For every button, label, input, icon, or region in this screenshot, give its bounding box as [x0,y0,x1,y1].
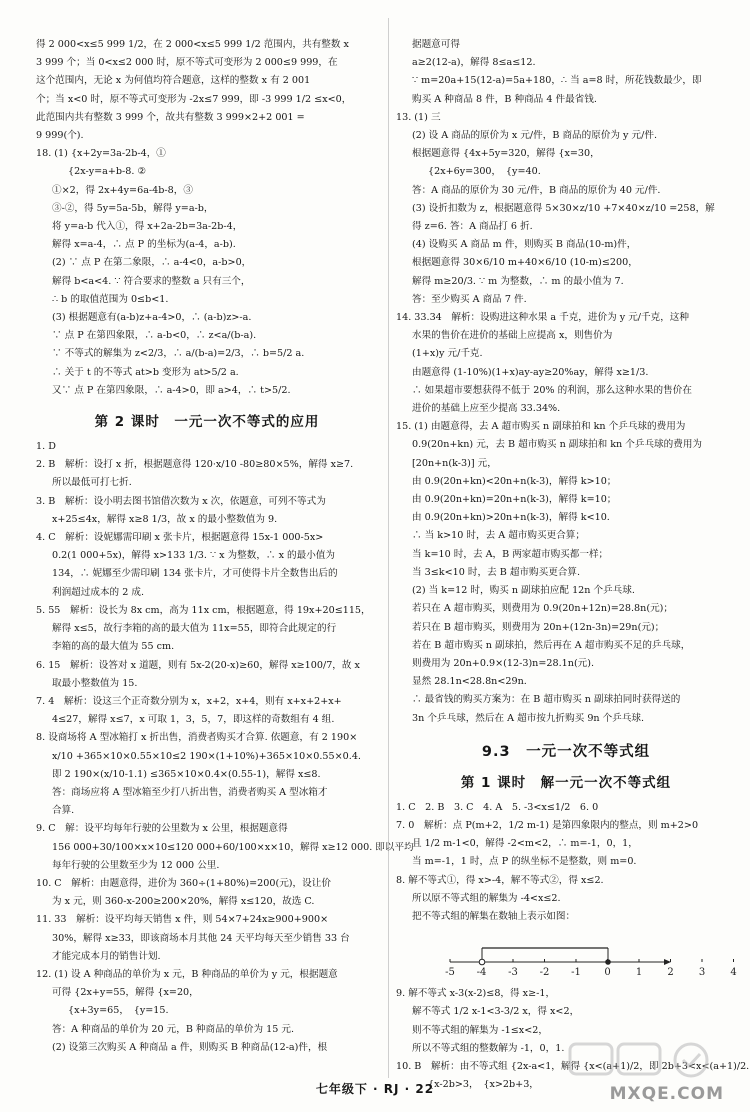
text-line: 将 y=a-b 代入①，得 x+2a-2b=3a-2b-4， [52,221,243,233]
text-line: 7. 4 解析：设这三个正奇数分别为 x，x+2，x+4，则有 x+x+2+x+ [36,695,342,707]
text-line: 可得 {2x+y=55，解得 {x=20， [52,987,199,999]
text-line: 据题意可得 [412,39,460,50]
text-line: (3) 设折扣数为 z，根据题意得 5×30×z/10 +7×40×z/10 =258，解 [412,202,715,214]
text-line: 所以不等式组的整数解为 -1，0，1. [412,1042,565,1054]
text-line: 1. D [36,441,56,453]
text-line: 所以最低可打七折. [52,477,132,489]
text-line: 若只在 A 超市购买，则费用为 0.9(20n+12n)=28.8n(元)； [412,603,674,615]
text-line: 根据题意得 {4x+5y=320，解得 {x=30， [412,148,600,160]
text-line: 6. 15 解析：设答对 x 道题，则有 5x-2(20-x)≥60，解得 x≥100/7，故 x [36,659,360,671]
text-line: 由题意得 (1-10%)(1+x)ay-ay≥20%ay，解得 x≥1/3. [412,366,649,378]
text-line: 解不等式 1/2 x-1<3-3/2 x，得 x<2， [412,1006,580,1018]
text-line: 134，∴ 妮娜至少需印刷 134 张卡片，才可使得卡片全数售出后的 [52,568,338,580]
text-line: 30%，解得 x≥33，即该商场本月其他 24 天平均每天至少销售 33 台 [52,932,350,944]
text-line: 答：至少购买 A 商品 7 件. [412,293,527,305]
text-line: 由 0.9(20n+kn)>20n+n(k-3)，解得 k<10. [412,512,610,524]
text-line: (2) 设第三次购买 A 种商品 a 件，则购买 B 种商品(12-a)件，根 [52,1041,328,1053]
text-line: 答：A 种商品的单价为 20 元，B 种商品的单价为 15 元. [52,1023,295,1035]
text-line: 9. 解不等式 x-3(x-2)≤8，得 x≥-1， [396,988,556,1000]
text-line: 3n 个乒乓球，然后在 A 超市按九折购买 9n 个乒乓球. [412,712,645,724]
text-line: 则不等式组的解集为 -1≤x<2， [412,1024,548,1036]
text-line: ∵ 点 P 在第四象限，∴ a-b<0，∴ z<a/(b-a). [52,330,257,342]
text-line: x+25≤4x，解得 x≥8 1/3，故 x 的最小整数值为 9. [52,513,278,525]
text-line: 3 999 个；当 0<x≤2 000 时，原不等式可变形为 2 000≤9 999，在 [36,57,338,69]
text-line: 0.9(20n+kn) 元，去 B 超市购买 n 副球拍和 kn 个乒乓球的费用为 [412,439,703,451]
text-line: 水果的售价在进价的基础上应提高 x，则售价为 [412,330,613,342]
q18-solution [36,145,378,400]
text-line: {x+3y=65， {y=15. [68,1005,169,1017]
number-line-label: -1 [571,967,581,979]
text-line: 11. 33 解析：设平均每天销售 x 件，则 54×7+24x≥900+900× [36,914,329,926]
text-line: 每年行驶的公里数至少为 12 000 公里. [52,859,220,871]
text-line: (2) ∵ 点 P 在第二象限，∴ a-4<0，a-b>0， [52,257,252,269]
text-line: 若在 B 超市购买 n 副球拍，然后再在 A 超市购买不足的乒乓球， [412,639,691,651]
text-line: 李箱的高的最大值为 55 cm. [52,641,175,653]
text-line: 利润超过成本的 2 成. [52,586,145,598]
text-line: 且 1/2 m-1<0，解得 -2<m<2，∴ m=-1，0，1， [412,838,638,850]
text-line: 得 z=6. 答：A 商品打 6 折. [412,221,533,233]
text-line: 9 999(个). [36,130,84,142]
column-divider [388,18,389,1078]
text-line: 所以原不等式组的解集为 -4<x≤2. [412,892,561,904]
number-line-label: 3 [698,967,706,979]
text-line: 7. 0 解析：点 P(m+2，1/2 m-1) 是第四象限内的整点，则 m+2>0 [396,819,699,831]
text-line: 9. C 解：设平均每年行驶的公里数为 x 公里，根据题意得 [36,823,288,835]
number-line-label: -2 [539,967,550,979]
text-line: 个；当 x<0 时，原不等式可变形为 -2x≤7 999，即 -3 999 1/2 ≤x<0， [36,93,352,105]
text-line: 才能完成本月的销售计划. [52,950,161,962]
section-heading: 9.3 一元一次不等式组 [481,743,651,760]
text-line: 此范围内共有整数 3 999 个，故共有整数 3 999×2+2 001 = [36,111,305,123]
number-line-label: 2 [667,967,674,979]
text-line: 答：商场应将 A 型冰箱至少打八折出售，消费者购买 A 型冰箱才 [52,786,328,798]
text-line: 2. B 解析：设打 x 折，根据题意得 120·x/10 -80≥80×5%，解得 x≥7. [36,459,354,471]
text-line: 8. 解不等式①，得 x>-4，解不等式②，得 x≤2. [396,874,604,886]
text-line: 显然 28.1n<28.8n<29n. [412,676,527,688]
text-line: ∴ 最省钱的购买方案为：在 B 超市购买 n 副球拍同时获得送的 [412,694,681,706]
text-line: 当 m=-1，1 时，点 P 的纵坐标不是整数，则 m=0. [412,856,637,868]
open-point [479,959,485,965]
number-line-label: 0 [604,967,611,979]
text-line: 解得 b<a<4. ∵ 符合要求的整数 a 只有三个， [52,275,251,287]
text-line: 1. C 2. B 3. C 4. A 5. -3<x≤1/2 6. 0 [396,801,599,813]
text-line: 解得 m≥20/3. ∵ m 为整数，∴ m 的最小值为 7. [412,275,624,287]
text-line: (1+x)y 元/千克. [412,348,483,360]
number-line-label: -4 [476,967,487,979]
text-line: ∴ 如果超市要想获得不低于 20% 的利润，那么这种水果的售价在 [412,384,692,396]
text-line: {x-2b>3， {x>2b+3， [428,1079,539,1091]
text-line: 即 2 190×(x/10-1.1) ≤365×10×0.4×(0.55-1)，解得 x≤8. [52,768,321,780]
text-line: 为 x 元，则 360-x-200≥200×20%，解得 x≤120，故选 C. [52,896,315,908]
text-line: 进价的基础上应至少提高 33.34%. [412,403,561,415]
text-line: 由 0.9(20n+kn)<20n+n(k-3)，解得 k>10； [412,475,617,487]
text-line: 14. 33.34 解析：设购进这种水果 a 千克，进价为 y 元/千克，这种 [396,312,689,324]
text-line: 13. (1) 三 [396,111,441,123]
text-line: [20n+n(k-3)] 元， [412,457,497,469]
text-line: 若只在 B 超市购买，则费用为 20n+(12n-3n)=29n(元)； [412,621,665,633]
number-line-arrow [664,959,671,965]
text-line: x/10 +365×10×0.55×10≤2 190×(1+10%)+365×10×0.55×0.4. [52,750,361,762]
number-line-label: 1 [635,967,643,979]
text-line: 18. (1) {x+2y=3a-2b-4，① [36,148,166,160]
number-line-label: 4 [730,967,737,979]
text-line: 4. C 解析：设妮娜需印刷 x 张卡片，根据题意得 15x-1 000-5x> [36,532,324,544]
text-line: 0.2(1 000+5x)，解得 x>133 1/3. ∵ x 为整数，∴ x 的最小值为 [52,550,336,562]
text-line: ∴ 关于 t 的不等式 at>b 变形为 at>5/2 a. [52,366,239,378]
text-line: 10. B 解析：由不等式组 {2x-a<1，解得 {x<(a+1)/2，即 2b+3<x<(a+1)/2. [396,1060,750,1072]
text-line: 当 3≤k<10 时，去 B 超市购买更合算. [412,566,581,578]
number-line-labels [445,967,737,978]
text-line: 解得 x≤5，故行李箱的高的最大值为 11x=55，即符合此规定的行 [52,623,337,635]
text-line: (2) 当 k=12 时，购买 n 副球拍应配 12n 个乒乓球. [412,585,635,597]
left-column [36,36,414,1082]
right-column [396,36,750,1091]
text-line: (2) 设 A 商品的原价为 x 元/件，B 商品的原价为 y 元/件. [412,130,657,142]
text-line: 10. C 解析：由题意得，进价为 360÷(1+80%)=200(元)，设让价 [36,877,331,889]
text-line: 得 2 000<x≤5 999 1/2，在 2 000<x≤5 999 1/2 范围内，共有整数 x [36,39,349,50]
text-line: 取最小整数值为 15. [52,677,138,689]
text-line: {2x+6y=300， {y=40. [428,166,541,178]
page-footer: 七年级下 · RJ · 22 [315,1082,435,1096]
text-line: 答：A 商品的原价为 30 元/件，B 商品的原价为 40 元/件. [412,184,661,196]
number-line-svg [396,932,736,978]
number-line-label: -5 [445,967,455,979]
q17-continuation [36,36,378,145]
text-line: 15. (1) 由题意得，去 A 超市购买 n 副球拍和 kn 个乒乓球的费用为 [396,421,686,433]
text-line: 解得 x=a-4，∴ 点 P 的坐标为(a-4，a-b). [52,239,236,251]
text-line: 5. 55 解析：设长为 8x cm，高为 11x cm，根据题意，得 19x+20≤115， [36,604,371,616]
text-line: (4) 设购买 A 商品 m 件，则购买 B 商品(10-m)件， [412,239,637,251]
text-line: 4≤27，解得 x≤7，x 可取 1，3，5，7，即这样的奇数组有 4 组. [52,714,335,726]
text-line: ①×2，得 2x+4y=6a-4b-8，③ [52,184,193,196]
text-line: 又∵ 点 P 在第四象限，∴ a-4>0，即 a>4，∴ t>5/2. [52,384,291,396]
text-line: ③-②，得 5y=5a-5b，解得 y=a-b， [52,202,214,214]
text-line: {2x-y=a+b-8. ② [68,166,147,178]
text-line: ∵ m=20a+15(12-a)=5a+180，∴ 当 a=8 时，所花钱数最少，即 [412,75,702,87]
text-line: 合算. [52,805,75,817]
text-line: 购买 A 种商品 8 件，B 种商品 4 件最省钱. [412,93,597,105]
lesson-heading: 第 1 课时 解一元一次不等式组 [460,774,672,791]
watermark-url: MXQE.COM [609,1084,724,1104]
number-line-label: -3 [508,967,518,979]
text-line: a≥2(12-a)，解得 8≤a≤12. [412,57,536,69]
text-line: 3. B 解析：设小明去图书馆借次数为 x 次，依题意，可列不等式为 [36,495,326,507]
text-line: 当 k=10 时，去 A，B 两家超市购买都一样； [412,548,609,560]
text-line: 把不等式组的解集在数轴上表示如图： [412,910,576,922]
lesson-heading: 第 2 课时 一元一次不等式的应用 [94,414,320,431]
text-line: 则费用为 20n+0.9×(12-3)n=28.1n(元). [412,657,595,669]
text-line: 156 000+30/100×x×10≤120 000+60/100×x×10，解得 x≥12 000. 即以平均 [52,841,414,853]
text-line: 8. 设商场将 A 型冰箱打 x 折出售，消费者购买才合算. 依题意，有 2 190× [36,732,358,744]
closed-point [605,959,611,965]
number-line-figure [396,932,736,981]
text-line: ∴ b 的取值范围为 0≤b<1. [52,293,169,305]
text-line: 12. (1) 设 A 种商品的单价为 x 元，B 种商品的单价为 y 元，根据题意 [36,968,338,980]
lesson2-answers [36,438,414,1057]
text-line: 由 0.9(20n+kn)=20n+n(k-3)，解得 k=10； [412,494,617,506]
text-line: (3) 根据题意有(a-b)z+a-4>0，∴ (a-b)z>-a. [52,312,252,324]
section93-answers [396,799,736,926]
text-line: ∵ 不等式的解集为 z<2/3，∴ a/(b-a)=2/3，∴ b=5/2 a. [52,348,305,360]
q12-to-q15-answers [396,36,736,728]
text-line: ∴ 当 k>10 时，去 A 超市购买更合算； [412,530,585,542]
text-line: 根据题意得 30×6/10 m+40×6/10 (10-m)≤200， [412,257,638,269]
text-line: 这个范围内，无论 x 为何值均符合题意，这样的整数 x 有 2 001 [36,75,311,87]
